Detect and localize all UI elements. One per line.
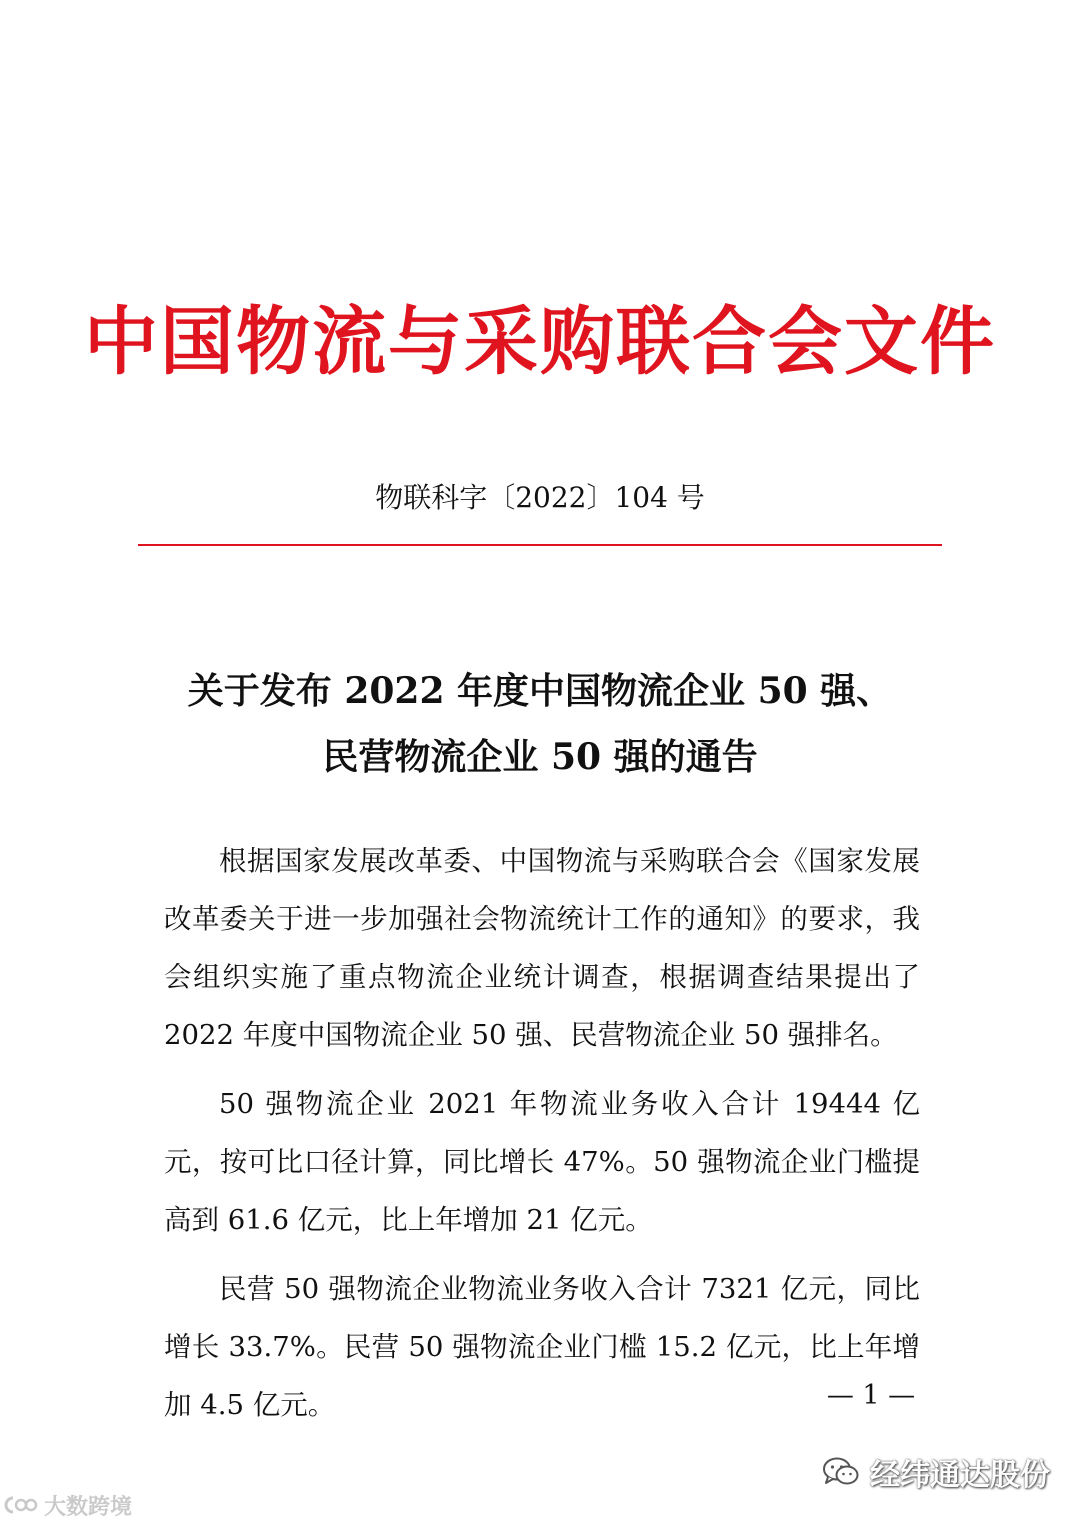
body-paragraph: 50 强物流企业 2021 年物流业务收入合计 19444 亿元，按可比口径计算，同比增长 47%。50 强物流企业门槛提高到 61.6 亿元，比上年增加 21 亿元。 bbox=[164, 1088, 920, 1236]
notice-title-line-1: 关于发布 2022 年度中国物流企业 50 强、 bbox=[187, 670, 893, 712]
watermark-right-text: 经纬通达股份 bbox=[870, 1458, 1050, 1493]
watermark-left bbox=[4, 1490, 132, 1520]
brand-logo-icon bbox=[4, 1494, 38, 1516]
wechat-icon bbox=[822, 1456, 860, 1488]
body-paragraph: 根据国家发展改革委、中国物流与采购联合会《国家发展改革委关于进一步加强社会物流统计工作的通知》的要求，我会组织实施了重点物流企业统计调查，根据调查结果提出了 2022 年度中国物流企业 50 强、民营物流企业 50 强排名。 bbox=[164, 845, 920, 1051]
body-paragraph: 民营 50 强物流企业物流业务收入合计 7321 亿元，同比增长 33.7%。民营 50 强物流企业门槛 15.2 亿元，比上年增加 4.5 亿元。 bbox=[164, 1273, 920, 1421]
watermark-right bbox=[822, 1452, 1050, 1492]
document-number: 物联科字〔2022〕104 号 bbox=[375, 481, 705, 514]
document-header-title: 中国物流与采购联合会文件 bbox=[84, 299, 996, 385]
page-number: — 1 — bbox=[826, 1380, 916, 1411]
watermark-left-text: 大数跨境 bbox=[44, 1494, 133, 1520]
notice-title bbox=[0, 658, 1080, 790]
red-divider-line bbox=[138, 544, 942, 546]
notice-title-line-2: 民营物流企业 50 强的通告 bbox=[322, 736, 758, 778]
notice-body bbox=[164, 832, 920, 1445]
